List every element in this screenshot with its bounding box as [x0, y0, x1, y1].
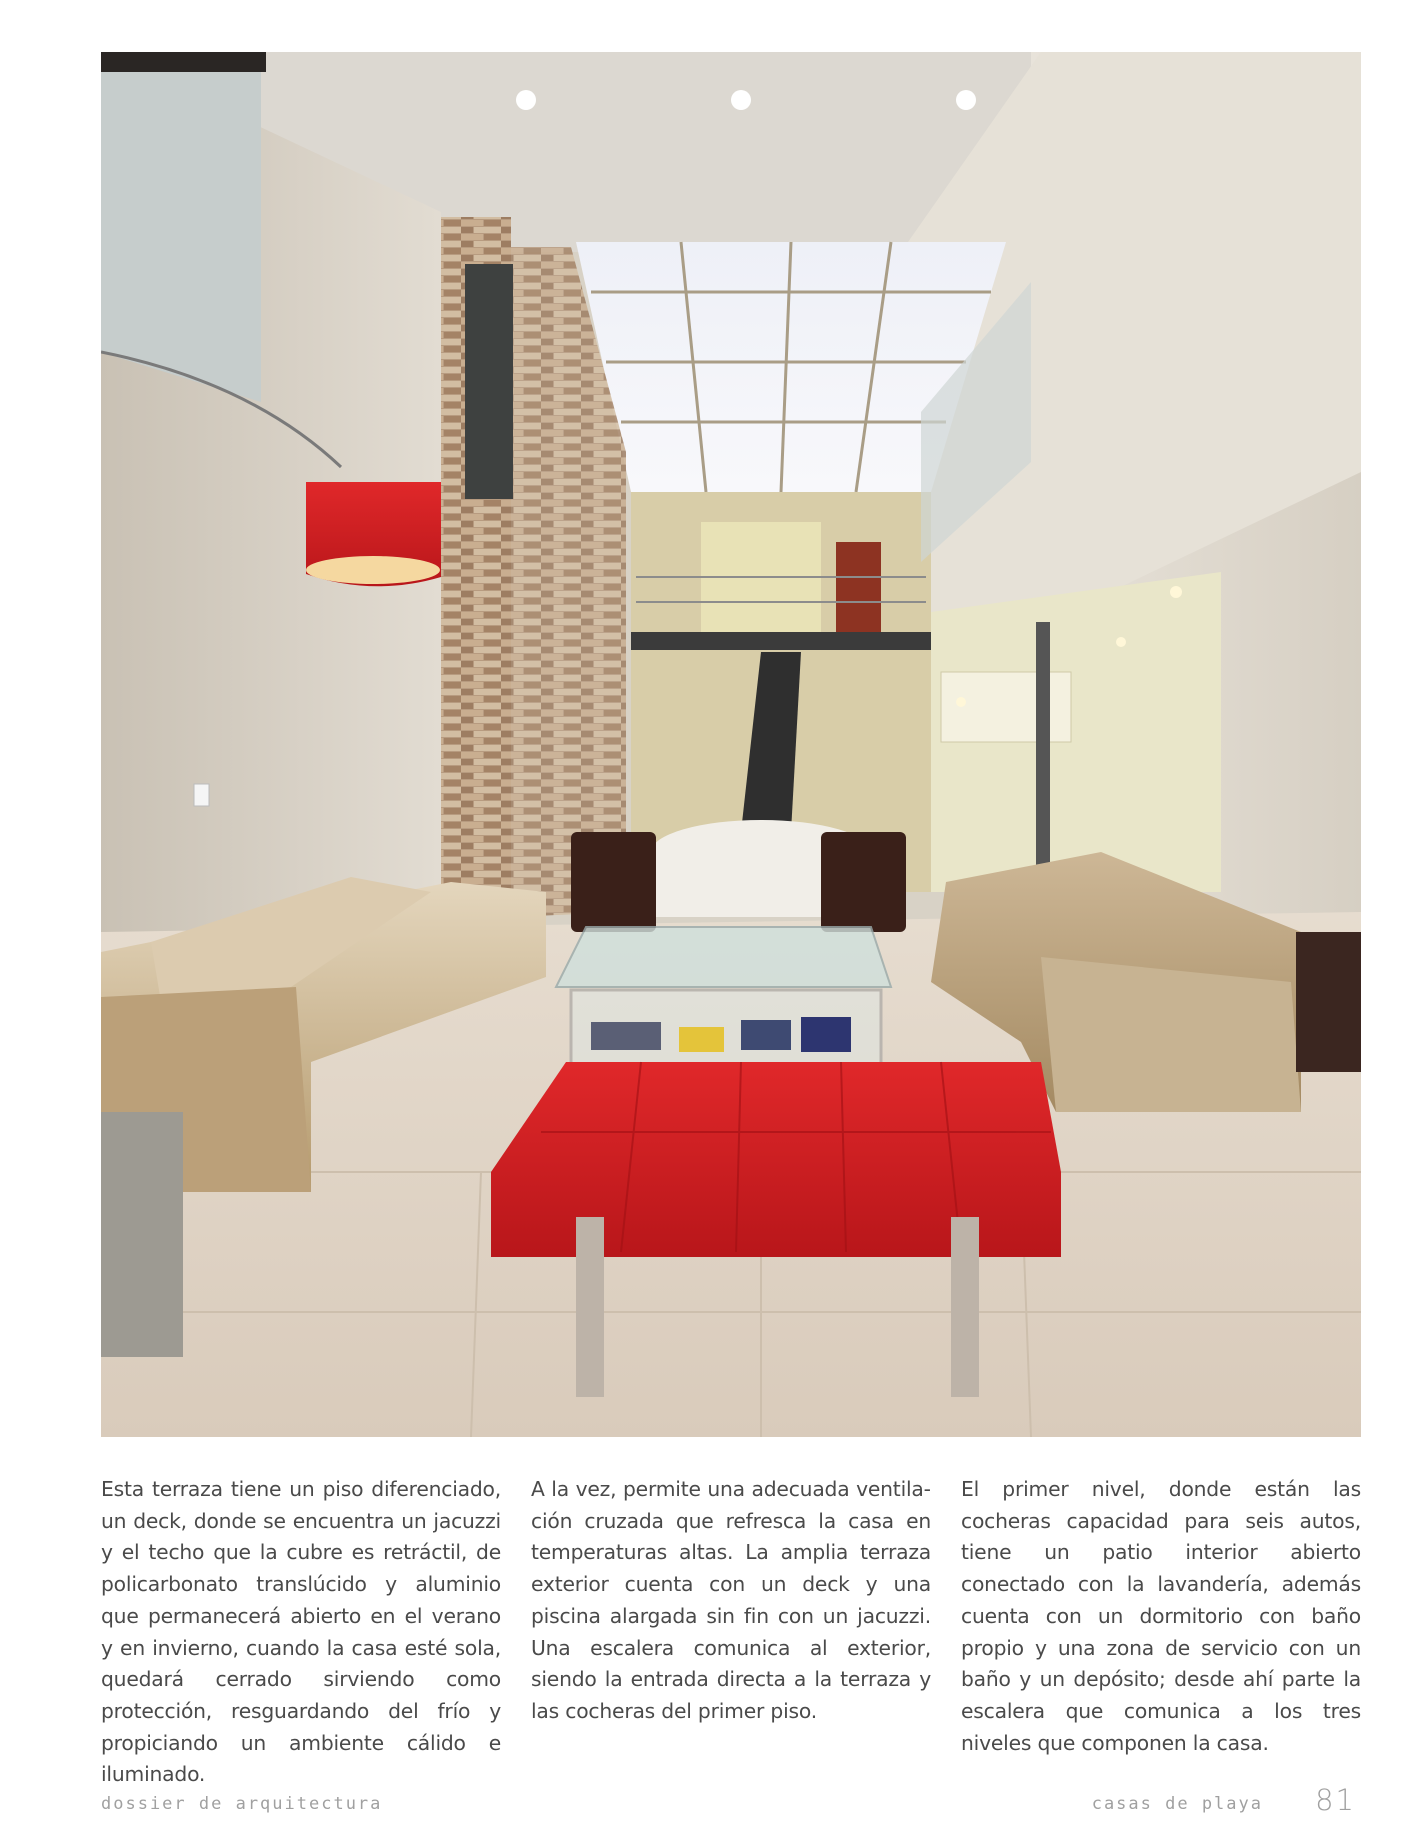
section-name: casas de playa — [1091, 1794, 1263, 1814]
body-column-2: A la vez, permite una adecuada ventilación cruzada que refresca la casa en temperaturas altas. La amplia terraza exterior cuenta con un deck y una piscina alargada sin fin con un jacuzzi. Una escalera comunica al exterior, siendo la entrada directa a la terraza y las cocheras del primer piso. — [531, 1477, 931, 1723]
page-number: 81 — [1315, 1783, 1356, 1817]
magazine-name: dossier de arquitectura — [101, 1794, 383, 1814]
interior-photo — [101, 52, 1361, 1437]
body-column-3: El primer nivel, donde están las cocheras capacidad para seis autos, tiene un patio interior abierto conectado con la lavandería, además cuenta con un dormitorio con baño propio y una zona de servicio con un baño y un depósito; desde ahí parte la escalera que comunica a los tres niveles que componen la casa. — [961, 1477, 1361, 1755]
body-column-1: Esta terraza tiene un piso diferenciado, un deck, donde se encuentra un jacuzzi y el techo que la cubre es retráctil, de policarbonato translúcido y aluminio que permanecerá abierto en el verano y en invierno, cuando la casa esté sola, quedará cerrado sirviendo como protección, resguardando del frío y propiciando un ambiente cálido e iluminado. — [101, 1477, 501, 1787]
living-room-illustration — [101, 52, 1361, 1437]
